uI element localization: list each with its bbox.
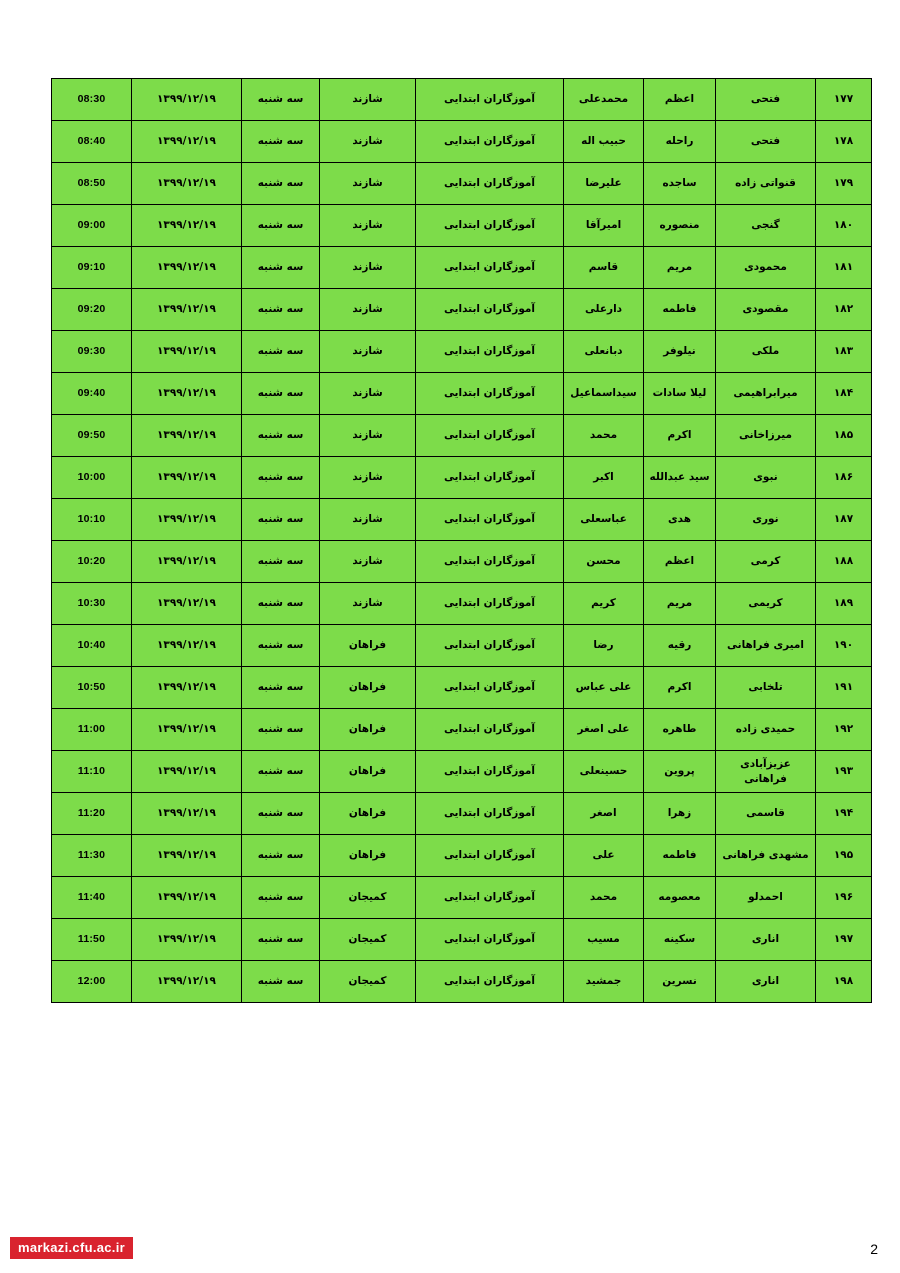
table-row	[52, 457, 872, 499]
cell-father: محمد	[564, 877, 644, 919]
cell-date: ۱۳۹۹/۱۲/۱۹	[132, 541, 242, 583]
cell-city: فراهان	[320, 835, 416, 877]
cell-day: سه شنبه	[242, 457, 320, 499]
table-row	[52, 877, 872, 919]
cell-family: میرابراهیمی	[716, 373, 816, 415]
cell-father: علی عباس	[564, 667, 644, 709]
cell-date: ۱۳۹۹/۱۲/۱۹	[132, 163, 242, 205]
cell-date: ۱۳۹۹/۱۲/۱۹	[132, 625, 242, 667]
table-row	[52, 415, 872, 457]
cell-time: 11:50	[52, 919, 132, 961]
cell-time: 10:50	[52, 667, 132, 709]
site-watermark-badge: markazi.cfu.ac.ir	[10, 1237, 133, 1259]
cell-time: 12:00	[52, 961, 132, 1003]
cell-father: عباسعلی	[564, 499, 644, 541]
cell-first: پروین	[644, 751, 716, 793]
cell-family: کریمی	[716, 583, 816, 625]
cell-first: معصومه	[644, 877, 716, 919]
cell-date: ۱۳۹۹/۱۲/۱۹	[132, 331, 242, 373]
cell-day: سه شنبه	[242, 541, 320, 583]
table-row	[52, 919, 872, 961]
cell-family: نبوی	[716, 457, 816, 499]
table-row	[52, 793, 872, 835]
cell-row: ۱۹۷	[816, 919, 872, 961]
cell-family: احمدلو	[716, 877, 816, 919]
cell-city: شازند	[320, 331, 416, 373]
cell-father: محمدعلی	[564, 79, 644, 121]
cell-father: دبانعلی	[564, 331, 644, 373]
cell-row: ۱۸۷	[816, 499, 872, 541]
cell-first: اعظم	[644, 541, 716, 583]
cell-field: آموزگاران ابتدایی	[416, 667, 564, 709]
cell-time: 10:00	[52, 457, 132, 499]
cell-city: شازند	[320, 289, 416, 331]
cell-father: حبیب اله	[564, 121, 644, 163]
cell-date: ۱۳۹۹/۱۲/۱۹	[132, 919, 242, 961]
cell-city: شازند	[320, 541, 416, 583]
cell-time: 10:10	[52, 499, 132, 541]
cell-day: سه شنبه	[242, 247, 320, 289]
cell-field: آموزگاران ابتدایی	[416, 205, 564, 247]
cell-first: فاطمه	[644, 835, 716, 877]
page-number: 2	[870, 1241, 878, 1257]
cell-row: ۱۸۸	[816, 541, 872, 583]
cell-time: 10:30	[52, 583, 132, 625]
cell-date: ۱۳۹۹/۱۲/۱۹	[132, 79, 242, 121]
cell-field: آموزگاران ابتدایی	[416, 163, 564, 205]
cell-family: فتحی	[716, 121, 816, 163]
cell-family: اناری	[716, 919, 816, 961]
cell-row: ۱۷۹	[816, 163, 872, 205]
cell-date: ۱۳۹۹/۱۲/۱۹	[132, 751, 242, 793]
cell-father: حسینعلی	[564, 751, 644, 793]
cell-family: اناری	[716, 961, 816, 1003]
cell-city: شازند	[320, 583, 416, 625]
cell-time: 08:50	[52, 163, 132, 205]
cell-family: حمیدی زاده	[716, 709, 816, 751]
cell-family: تلخابی	[716, 667, 816, 709]
cell-date: ۱۳۹۹/۱۲/۱۹	[132, 457, 242, 499]
cell-time: 11:10	[52, 751, 132, 793]
cell-first: نیلوفر	[644, 331, 716, 373]
cell-day: سه شنبه	[242, 415, 320, 457]
table-row	[52, 331, 872, 373]
cell-field: آموزگاران ابتدایی	[416, 331, 564, 373]
table-row	[52, 625, 872, 667]
cell-father: قاسم	[564, 247, 644, 289]
cell-field: آموزگاران ابتدایی	[416, 709, 564, 751]
table-row	[52, 583, 872, 625]
cell-city: شازند	[320, 499, 416, 541]
cell-date: ۱۳۹۹/۱۲/۱۹	[132, 289, 242, 331]
cell-city: کمیجان	[320, 877, 416, 919]
table-row	[52, 163, 872, 205]
cell-city: شازند	[320, 121, 416, 163]
cell-date: ۱۳۹۹/۱۲/۱۹	[132, 583, 242, 625]
cell-time: 11:30	[52, 835, 132, 877]
cell-field: آموزگاران ابتدایی	[416, 289, 564, 331]
cell-row: ۱۸۶	[816, 457, 872, 499]
cell-family: عزیزآبادی فراهانی	[716, 751, 816, 793]
cell-family: گنجی	[716, 205, 816, 247]
cell-father: امیرآقا	[564, 205, 644, 247]
schedule-table	[51, 78, 872, 1003]
cell-city: شازند	[320, 373, 416, 415]
cell-row: ۱۸۵	[816, 415, 872, 457]
cell-field: آموزگاران ابتدایی	[416, 625, 564, 667]
cell-row: ۱۸۴	[816, 373, 872, 415]
cell-father: محمد	[564, 415, 644, 457]
table-row	[52, 373, 872, 415]
cell-date: ۱۳۹۹/۱۲/۱۹	[132, 205, 242, 247]
cell-father: دارعلی	[564, 289, 644, 331]
cell-time: 08:40	[52, 121, 132, 163]
cell-family: قنواتی زاده	[716, 163, 816, 205]
table-row	[52, 541, 872, 583]
cell-field: آموزگاران ابتدایی	[416, 457, 564, 499]
cell-father: سیداسماعیل	[564, 373, 644, 415]
cell-field: آموزگاران ابتدایی	[416, 583, 564, 625]
cell-time: 09:40	[52, 373, 132, 415]
schedule-table-body	[52, 79, 872, 1003]
cell-row: ۱۹۲	[816, 709, 872, 751]
cell-day: سه شنبه	[242, 625, 320, 667]
cell-father: رضا	[564, 625, 644, 667]
cell-city: فراهان	[320, 751, 416, 793]
cell-time: 11:00	[52, 709, 132, 751]
cell-first: اکرم	[644, 415, 716, 457]
cell-day: سه شنبه	[242, 751, 320, 793]
cell-field: آموزگاران ابتدایی	[416, 415, 564, 457]
cell-family: کرمی	[716, 541, 816, 583]
cell-row: ۱۷۷	[816, 79, 872, 121]
cell-time: 08:30	[52, 79, 132, 121]
cell-date: ۱۳۹۹/۱۲/۱۹	[132, 247, 242, 289]
cell-family: ملکی	[716, 331, 816, 373]
cell-first: مریم	[644, 247, 716, 289]
cell-father: کریم	[564, 583, 644, 625]
cell-city: فراهان	[320, 667, 416, 709]
cell-row: ۱۹۸	[816, 961, 872, 1003]
cell-time: 09:50	[52, 415, 132, 457]
cell-family: امیری فراهانی	[716, 625, 816, 667]
cell-date: ۱۳۹۹/۱۲/۱۹	[132, 709, 242, 751]
cell-city: شازند	[320, 205, 416, 247]
cell-family: مشهدی فراهانی	[716, 835, 816, 877]
cell-row: ۱۹۶	[816, 877, 872, 919]
cell-row: ۱۹۳	[816, 751, 872, 793]
cell-first: طاهره	[644, 709, 716, 751]
cell-father: علی	[564, 835, 644, 877]
cell-day: سه شنبه	[242, 793, 320, 835]
cell-first: رقیه	[644, 625, 716, 667]
cell-day: سه شنبه	[242, 583, 320, 625]
cell-field: آموزگاران ابتدایی	[416, 247, 564, 289]
table-row	[52, 709, 872, 751]
cell-time: 09:30	[52, 331, 132, 373]
cell-row: ۱۷۸	[816, 121, 872, 163]
cell-first: مریم	[644, 583, 716, 625]
cell-father: اکبر	[564, 457, 644, 499]
cell-father: علیرضا	[564, 163, 644, 205]
table-row	[52, 247, 872, 289]
cell-father: علی اصغر	[564, 709, 644, 751]
cell-day: سه شنبه	[242, 163, 320, 205]
cell-day: سه شنبه	[242, 289, 320, 331]
cell-first: منصوره	[644, 205, 716, 247]
cell-date: ۱۳۹۹/۱۲/۱۹	[132, 499, 242, 541]
table-row	[52, 835, 872, 877]
cell-father: محسن	[564, 541, 644, 583]
cell-family: فتحی	[716, 79, 816, 121]
cell-field: آموزگاران ابتدایی	[416, 541, 564, 583]
table-row	[52, 499, 872, 541]
cell-time: 10:20	[52, 541, 132, 583]
table-row	[52, 205, 872, 247]
table-row	[52, 121, 872, 163]
cell-day: سه شنبه	[242, 373, 320, 415]
cell-field: آموزگاران ابتدایی	[416, 79, 564, 121]
cell-day: سه شنبه	[242, 79, 320, 121]
schedule-table-container	[52, 78, 872, 1003]
cell-first: لیلا سادات	[644, 373, 716, 415]
cell-time: 09:20	[52, 289, 132, 331]
cell-row: ۱۸۰	[816, 205, 872, 247]
table-row	[52, 79, 872, 121]
cell-field: آموزگاران ابتدایی	[416, 751, 564, 793]
cell-day: سه شنبه	[242, 667, 320, 709]
table-row	[52, 751, 872, 793]
cell-row: ۱۸۳	[816, 331, 872, 373]
cell-family: مقصودی	[716, 289, 816, 331]
cell-field: آموزگاران ابتدایی	[416, 499, 564, 541]
cell-day: سه شنبه	[242, 919, 320, 961]
cell-row: ۱۹۱	[816, 667, 872, 709]
table-row	[52, 667, 872, 709]
cell-first: سید عبدالله	[644, 457, 716, 499]
cell-family: محمودی	[716, 247, 816, 289]
cell-first: ساجده	[644, 163, 716, 205]
cell-field: آموزگاران ابتدایی	[416, 835, 564, 877]
cell-date: ۱۳۹۹/۱۲/۱۹	[132, 961, 242, 1003]
cell-city: شازند	[320, 457, 416, 499]
cell-date: ۱۳۹۹/۱۲/۱۹	[132, 373, 242, 415]
table-row	[52, 961, 872, 1003]
cell-city: کمیجان	[320, 961, 416, 1003]
cell-time: 11:40	[52, 877, 132, 919]
cell-date: ۱۳۹۹/۱۲/۱۹	[132, 667, 242, 709]
cell-father: مسیب	[564, 919, 644, 961]
cell-day: سه شنبه	[242, 877, 320, 919]
cell-day: سه شنبه	[242, 961, 320, 1003]
cell-date: ۱۳۹۹/۱۲/۱۹	[132, 793, 242, 835]
cell-city: شازند	[320, 247, 416, 289]
cell-row: ۱۹۵	[816, 835, 872, 877]
cell-row: ۱۸۱	[816, 247, 872, 289]
cell-city: شازند	[320, 415, 416, 457]
cell-date: ۱۳۹۹/۱۲/۱۹	[132, 415, 242, 457]
cell-day: سه شنبه	[242, 835, 320, 877]
cell-first: نسرین	[644, 961, 716, 1003]
cell-day: سه شنبه	[242, 205, 320, 247]
cell-city: فراهان	[320, 709, 416, 751]
cell-city: فراهان	[320, 793, 416, 835]
cell-row: ۱۸۲	[816, 289, 872, 331]
cell-city: شازند	[320, 79, 416, 121]
cell-row: ۱۸۹	[816, 583, 872, 625]
cell-time: 10:40	[52, 625, 132, 667]
cell-family: میرزاخانی	[716, 415, 816, 457]
cell-field: آموزگاران ابتدایی	[416, 121, 564, 163]
cell-field: آموزگاران ابتدایی	[416, 373, 564, 415]
cell-date: ۱۳۹۹/۱۲/۱۹	[132, 835, 242, 877]
table-row	[52, 289, 872, 331]
cell-day: سه شنبه	[242, 121, 320, 163]
cell-day: سه شنبه	[242, 331, 320, 373]
cell-time: 09:00	[52, 205, 132, 247]
cell-row: ۱۹۰	[816, 625, 872, 667]
cell-father: جمشید	[564, 961, 644, 1003]
cell-first: اکرم	[644, 667, 716, 709]
cell-day: سه شنبه	[242, 499, 320, 541]
cell-first: سکینه	[644, 919, 716, 961]
cell-day: سه شنبه	[242, 709, 320, 751]
cell-first: زهرا	[644, 793, 716, 835]
cell-first: فاطمه	[644, 289, 716, 331]
cell-time: 11:20	[52, 793, 132, 835]
cell-first: اعظم	[644, 79, 716, 121]
cell-field: آموزگاران ابتدایی	[416, 961, 564, 1003]
cell-city: فراهان	[320, 625, 416, 667]
cell-row: ۱۹۴	[816, 793, 872, 835]
cell-time: 09:10	[52, 247, 132, 289]
cell-first: هدی	[644, 499, 716, 541]
cell-first: راحله	[644, 121, 716, 163]
cell-field: آموزگاران ابتدایی	[416, 877, 564, 919]
cell-father: اصغر	[564, 793, 644, 835]
cell-family: نوری	[716, 499, 816, 541]
cell-city: شازند	[320, 163, 416, 205]
cell-field: آموزگاران ابتدایی	[416, 793, 564, 835]
cell-family: قاسمی	[716, 793, 816, 835]
cell-date: ۱۳۹۹/۱۲/۱۹	[132, 121, 242, 163]
cell-field: آموزگاران ابتدایی	[416, 919, 564, 961]
cell-city: کمیجان	[320, 919, 416, 961]
cell-date: ۱۳۹۹/۱۲/۱۹	[132, 877, 242, 919]
